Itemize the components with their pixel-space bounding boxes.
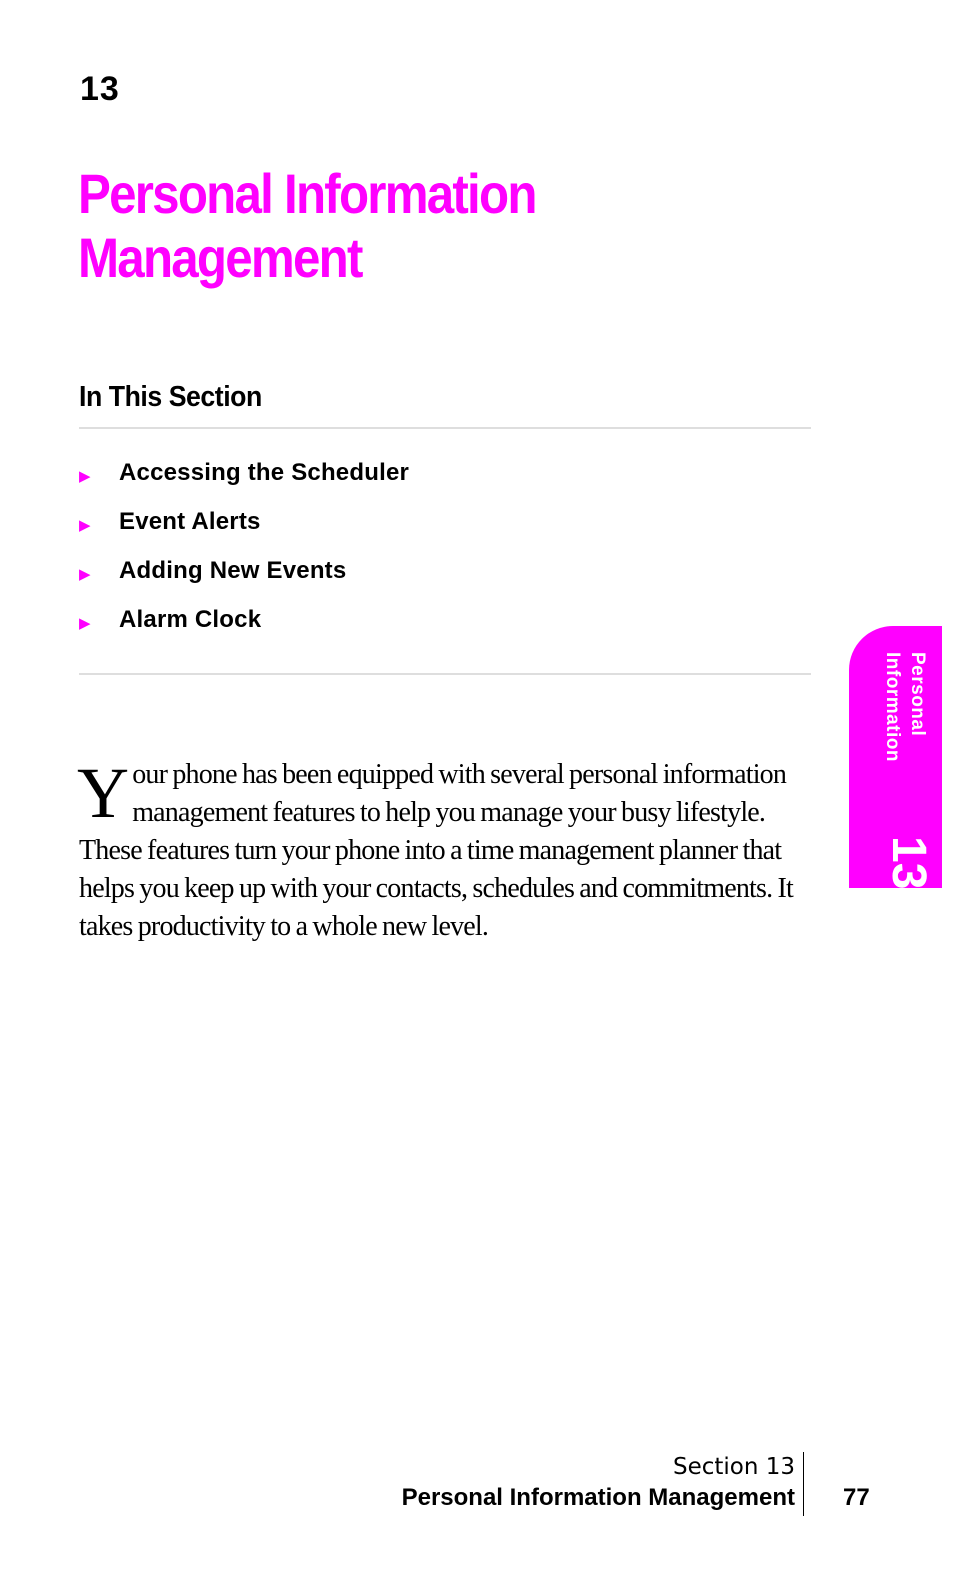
top-divider bbox=[79, 427, 811, 429]
toc-link-adding-new-events[interactable]: Adding New Events bbox=[119, 556, 347, 584]
page-title-line-1: Personal Information bbox=[78, 162, 536, 225]
section-contents-list bbox=[79, 448, 409, 644]
toc-link-alarm-clock[interactable]: Alarm Clock bbox=[119, 605, 262, 633]
toc-link-event-alerts[interactable]: Event Alerts bbox=[119, 507, 261, 535]
in-this-section-heading: In This Section bbox=[79, 381, 262, 413]
right-triangle-icon: ▶ bbox=[79, 467, 91, 485]
right-triangle-icon: ▶ bbox=[79, 565, 91, 583]
intro-paragraph bbox=[77, 753, 809, 946]
right-triangle-icon: ▶ bbox=[79, 516, 91, 534]
side-tab-line-1: Personal bbox=[907, 652, 928, 737]
side-tab-label bbox=[880, 652, 930, 762]
side-tab-number: 13 bbox=[882, 836, 935, 890]
toc-link-accessing-the-scheduler[interactable]: Accessing the Scheduler bbox=[119, 458, 410, 486]
list-item[interactable] bbox=[79, 546, 409, 595]
footer-section-label: Section 13 bbox=[672, 1454, 795, 1480]
bottom-divider bbox=[79, 673, 811, 675]
list-item[interactable] bbox=[79, 497, 409, 546]
page-footer bbox=[402, 1452, 804, 1516]
list-item[interactable] bbox=[79, 448, 409, 497]
right-triangle-icon: ▶ bbox=[79, 614, 91, 632]
side-tab-line-2: Information bbox=[882, 652, 903, 762]
footer-title: Personal Information Management bbox=[401, 1484, 795, 1511]
page-title bbox=[78, 162, 641, 290]
drop-cap: Y bbox=[77, 753, 129, 833]
intro-text: our phone has been equipped with several personal information management features to help you manage your busy lifestyle. These features turn your phone into a time management planner that helps you keep up with your contacts, schedules and commitments. It takes productivity to a whole new level. bbox=[79, 759, 794, 942]
page-title-line-2: Management bbox=[78, 226, 362, 289]
page-number: 77 bbox=[843, 1484, 870, 1511]
list-item[interactable] bbox=[79, 595, 409, 644]
chapter-number: 13 bbox=[80, 70, 120, 108]
